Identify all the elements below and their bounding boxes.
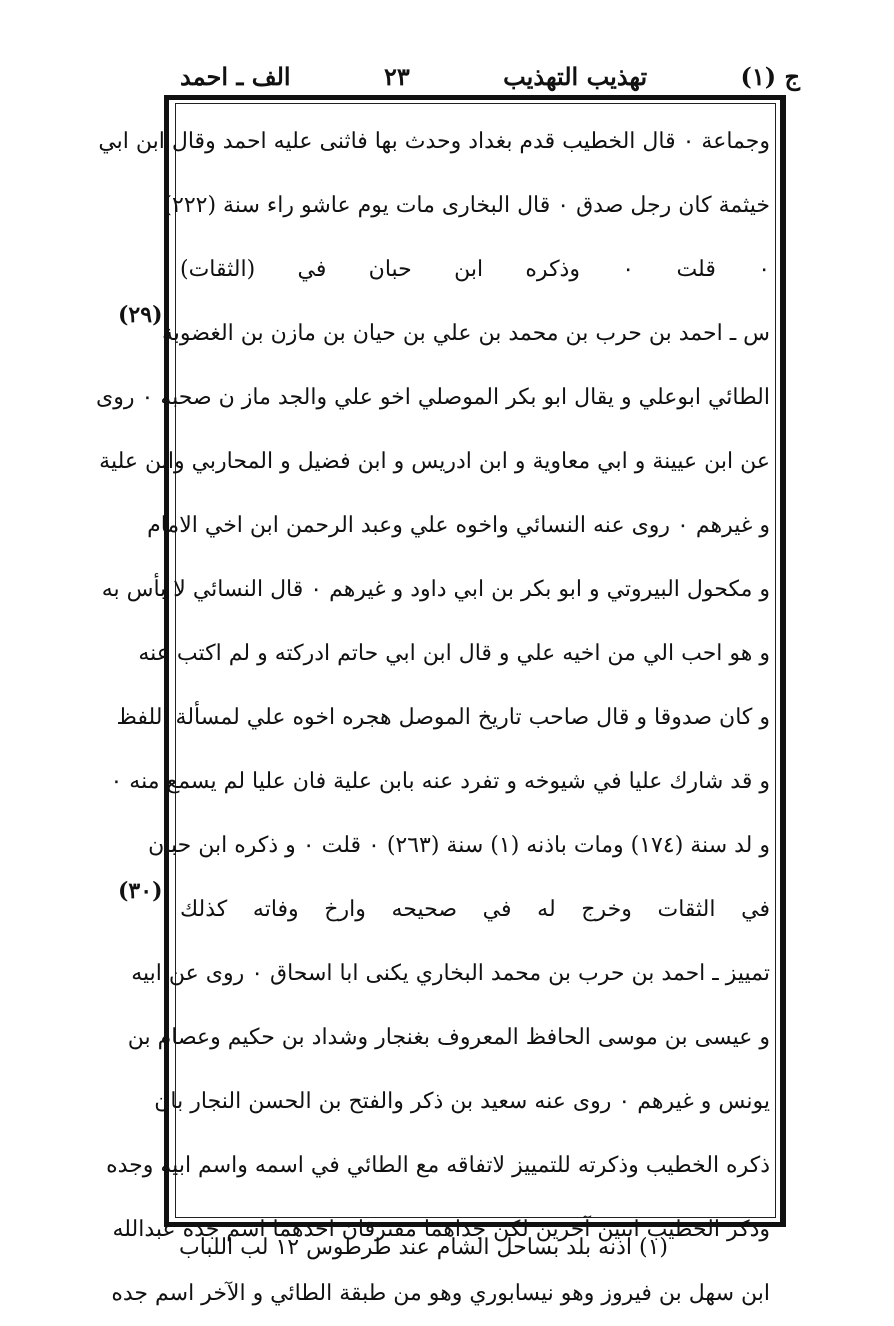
- book-title: تهذيب التهذيب: [503, 61, 648, 91]
- text-line: س ـ احمد بن حرب بن محمد بن علي بن حيان بن مازن بن الغضوبة: [161, 321, 770, 346]
- page-number: ٢٣: [383, 61, 410, 91]
- text-line: ذكره الخطيب وذكرته للتمييز لاتفاقه مع الطائي في اسمه واسم ابيه وجده: [106, 1153, 770, 1178]
- entry-number-30: (٣٠): [118, 878, 163, 904]
- text-line: خيثمة كان رجل صدق ۰ قال البخاری مات يوم عاشو راء سنة (٢٢٢): [163, 193, 770, 218]
- text-line: و قد شارك عليا في شيوخه و تفرد عنه بابن علية فان عليا لم يسمع منه ۰: [110, 769, 770, 794]
- text-line: و هو احب الي من اخيه علي و قال ابن ابي حاتم ادركته و لم اكتب عنه: [138, 641, 770, 666]
- running-header: [180, 56, 800, 96]
- text-line: الطائي ابوعلي و يقال ابو بكر الموصلي اخو علي والجد ماز ن صحبة ۰ روى: [96, 385, 770, 410]
- text-line: يونس و غيرهم ۰ روى عنه سعيد بن ذكر والفتح بن الحسن النجار بان: [154, 1089, 770, 1114]
- text-line: ۰ قلت ۰ وذكره ابن حبان في (الثقات): [180, 257, 771, 282]
- text-line: وجماعة ۰ قال الخطيب قدم بغداد وحدث بها فاثنى عليه احمد وقال ابن ابي: [98, 129, 770, 154]
- footnote: (١) اذنه بلد بساحل الشام عند طرطوس ١٢ لب اللباب: [178, 1235, 668, 1260]
- text-line: و كان صدوقا و قال صاحب تاريخ الموصل هجره اخوه علي لمسألة اللفظ: [116, 705, 770, 730]
- entry-number-29: (٢٩): [118, 302, 163, 328]
- text-line: وذكر الخطيب اثنين آخرين لكن جداهما مفترقان احدهما اسم جده عبدالله: [112, 1217, 770, 1242]
- section-label: الف ـ احمد: [180, 61, 291, 91]
- text-line: تمييز ـ احمد بن حرب بن محمد البخاري يكنى ابا اسحاق ۰ روى عن ابيه: [131, 961, 770, 986]
- text-line: و لد سنة (١٧٤) ومات باذنه (١) سنة (٢٦٣) ۰ قلت ۰ و ذكره ابن حبان: [148, 833, 770, 858]
- text-line: و عيسى بن موسى الحافظ المعروف بغنجار وشداد بن حكيم وعصام بن: [127, 1025, 770, 1050]
- text-line: و مكحول البيروتي و ابو بكر بن ابي داود و غيرهم ۰ قال النسائي لا بأس به: [101, 577, 770, 602]
- text-line: عن ابن عيينة و ابي معاوية و ابن ادريس و ابن فضيل و المحاربي وابن علية: [99, 449, 770, 474]
- text-line: و غيرهم ۰ روى عنه النسائي واخوه علي وعبد الرحمن ابن اخي الامام: [147, 513, 770, 538]
- text-line: ابن سهل بن فيروز وهو نيسابوري وهو من طبقة الطائي و الآخر اسم جده: [111, 1281, 770, 1306]
- volume-label: ج (١): [740, 61, 800, 91]
- text-line: في الثقات وخرج له في صحيحه وارخ وفاته كذلك: [180, 897, 770, 922]
